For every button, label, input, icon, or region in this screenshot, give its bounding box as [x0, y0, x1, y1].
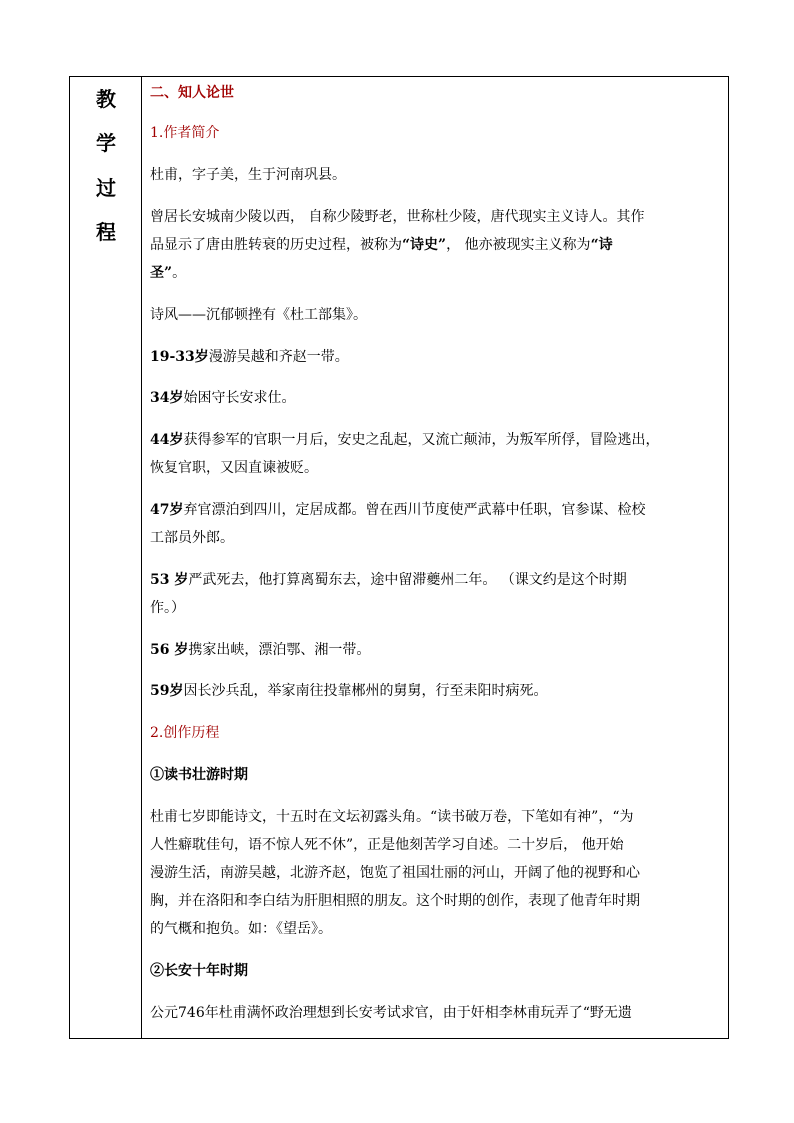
age-label: 44岁 — [150, 432, 184, 448]
timeline-item — [150, 681, 547, 701]
timeline-item-cont: 工部员外郎。 — [150, 530, 234, 546]
timeline-text: 严武死去，他打算离蜀东去，途中留滞夔州二年。 （课文约是这个时期 — [188, 572, 627, 588]
career-heading: 2.创作历程 — [150, 725, 220, 741]
sidebar-char: 程 — [96, 220, 116, 244]
paragraph: 杜甫，字子美，生于河南巩县。 — [150, 167, 346, 183]
lesson-table — [69, 76, 729, 1039]
text-span: 。 — [172, 265, 187, 281]
timeline-item — [150, 570, 627, 590]
timeline-item — [150, 347, 349, 367]
timeline-item-cont: 恢复官职，又因直谏被贬。 — [150, 460, 318, 476]
bold-term: “诗 — [590, 237, 613, 253]
sidebar-char: 教 — [96, 87, 116, 111]
age-label: 53 岁 — [150, 572, 189, 588]
timeline-text: 因长沙兵乱，举家南往投靠郴州的舅舅，行至耒阳时病死。 — [183, 683, 548, 699]
timeline-item — [150, 500, 645, 520]
age-label: 19-33岁 — [150, 349, 209, 365]
sidebar-column — [70, 77, 142, 1038]
section-title: 二、知人论世 — [150, 85, 234, 101]
age-label: 59岁 — [150, 683, 184, 699]
paragraph: 的气概和抱负。如：《望岳》。 — [150, 921, 332, 937]
sidebar-char: 学 — [96, 131, 116, 155]
timeline-text: 漫游吴越和齐赵一带。 — [208, 349, 349, 365]
paragraph: 漫游生活，南游吴越，北游齐赵，饱览了祖国壮丽的河山，开阔了他的视野和心 — [150, 865, 640, 881]
age-label: 34岁 — [150, 390, 184, 406]
timeline-text: 弃官漂泊到四川，定居成都。曾在西川节度使严武幕中任职，官参谋、检校 — [183, 502, 646, 518]
timeline-text: 携家出峡，漂泊鄂、湘一带。 — [188, 642, 371, 658]
bold-term: “诗史” — [402, 237, 447, 253]
paragraph: 人性癖耽佳句，语不惊人死不休”，正是他刻苦学习自述。二十岁后， 他开始 — [150, 837, 624, 853]
timeline-item — [150, 430, 659, 450]
timeline-item-cont: 作。） — [150, 600, 185, 616]
timeline-text: 始困守长安求仕。 — [183, 390, 296, 406]
timeline-item — [150, 640, 370, 660]
stage-title-text: ②长安十年时期 — [150, 963, 248, 979]
text-span: 品显示了唐由胜转衰的历史过程，被称为 — [150, 237, 402, 253]
paragraph — [150, 235, 613, 255]
timeline-item — [150, 388, 295, 408]
stage-title — [150, 765, 248, 785]
paragraph: 诗风——沉郁顿挫有《杜工部集》。 — [150, 307, 367, 323]
text-span: ， 他亦被现实主义称为 — [446, 237, 591, 253]
paragraph: 胸，并在洛阳和李白结为肝胆相照的朋友。这个时期的创作，表现了他青年时期 — [150, 893, 640, 909]
paragraph: 公元746年杜甫满怀政治理想到长安考试求官，由于奸相李林甫玩弄了“野无遗 — [150, 1005, 632, 1021]
timeline-text: 获得参军的官职一月后，安史之乱起，又流亡颠沛，为叛军所俘，冒险逃出， — [183, 432, 660, 448]
stage-title — [150, 961, 248, 981]
paragraph — [150, 263, 186, 283]
paragraph: 杜甫七岁即能诗文，十五时在文坛初露头角。“读书破万卷，下笔如有神”，“为 — [150, 809, 634, 825]
paragraph: 曾居长安城南少陵以西， 自称少陵野老，世称杜少陵，唐代现实主义诗人。其作 — [150, 209, 645, 225]
sidebar-char: 过 — [96, 176, 116, 200]
bold-term: 圣” — [150, 265, 173, 281]
stage-title-text: ①读书壮游时期 — [150, 767, 248, 783]
intro-heading: 1.作者简介 — [150, 125, 220, 141]
age-label: 47岁 — [150, 502, 184, 518]
age-label: 56 岁 — [150, 642, 189, 658]
